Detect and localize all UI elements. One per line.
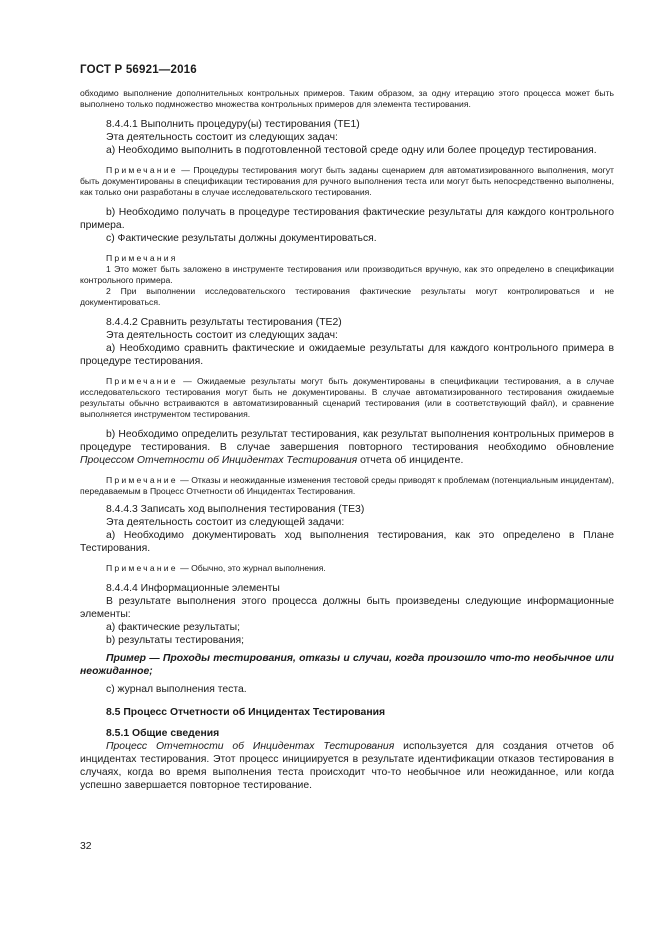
text-run: b) Необходимо определить результат тестирования, как результат выполнения контрольных примеров в процедуре тестирования. В случае завершения повторного тестирования необходимо обновление [80,429,614,453]
task-item: a) Необходимо выполнить в подготовленной тестовой среде одну или более процедур тестирования. [106,145,597,156]
note [80,165,614,198]
note [80,475,614,497]
note-label: Примечание [106,376,178,386]
section-heading-8-5-1: 8.5.1 Общие сведения [106,728,220,739]
notes-label: Примечания [106,253,178,263]
list-item: c) журнал выполнения теста. [106,684,247,695]
note-label: Примечание [106,475,178,485]
task-item: a) Необходимо документировать ход выполнения тестирования, как это определено в Плане Тестирования. [80,530,614,554]
text-run: отчета об инциденте. [357,455,464,466]
note [80,376,614,420]
example: Пример — Проходы тестирования, отказы и случаи, когда произошло что-то необычное или неожиданное; [80,653,614,677]
note-item: 2 При выполнении исследовательского тестирования фактические результаты могут контролироваться и не документироваться. [80,286,614,307]
note-text: — Ожидаемые результаты могут быть документированы в спецификации тестирования, а в случае исследовательского тестирования могут быть не документированы. В случае автоматизированного тестирования ожидаемые результаты обычно встраиваются в автоматизированный сценарий тестирования (или в соответствующий файл), и сравнение выполняется инструментом тестирования. [80,376,614,419]
process-name: Процесс Отчетности об Инцидентах Тестирования [106,741,395,752]
note-text: — Процедуры тестирования могут быть заданы сценарием для автоматизированного выполнения, могут быть документированы в спецификации тестирования для ручного выполнения теста или могут быть непосредственно выполнены, как только они разработаны в случае исследовательского тестирования. [80,165,614,197]
note-item: 1 Это может быть заложено в инструменте тестирования или производиться вручную, как это определено в спецификации контрольного примера. [80,264,614,285]
paragraph [80,740,614,792]
task-item: a) Необходимо сравнить фактические и ожидаемые результаты для каждого контрольного примера в процедуре тестирования. [80,343,614,367]
section-heading-8-4-4-2: 8.4.4.2 Сравнить результаты тестирования (TE2) [106,317,342,328]
paragraph: В результате выполнения этого процесса должны быть произведены следующие информационные элементы: [80,596,614,620]
note-text: — Отказы и неожиданные изменения тестовой среды приводят к проблемам (потенциальным инцидентам), передаваемым в Процесс Отчетности об Инцидентах Тестирования. [80,475,614,496]
task-item: b) Необходимо получать в процедуре тестирования фактические результаты для каждого контрольного примера. [80,207,614,231]
paragraph: Эта деятельность состоит из следующих задач: [106,132,338,143]
section-heading-8-4-4-4: 8.4.4.4 Информационные элементы [106,583,280,594]
page-number: 32 [80,841,92,852]
task-item: c) Фактические результаты должны документироваться. [106,233,377,244]
process-name: Процессом Отчетности об Инцидентах Тестирования [80,455,358,466]
task-item [80,428,614,467]
section-heading-8-5: 8.5 Процесс Отчетности об Инцидентах Тестирования [106,707,386,718]
note [80,563,614,574]
section-heading-8-4-4-3: 8.4.4.3 Записать ход выполнения тестирования (TE3) [106,504,365,515]
paragraph: Эта деятельность состоит из следующих задач: [106,330,338,341]
note-label: Примечание [106,563,178,573]
list-item: b) результаты тестирования; [106,635,245,646]
continued-paragraph: обходимо выполнение дополнительных контрольных примеров. Таким образом, за одну итерацию этого процесса может быть выполнено только подмножество множества контрольных примеров для элемента тестирования. [80,88,614,109]
standard-header: ГОСТ Р 56921—2016 [80,64,197,76]
paragraph: Эта деятельность состоит из следующей задачи: [106,517,345,528]
page-content [80,88,614,792]
note-text: — Обычно, это журнал выполнения. [177,563,326,573]
note-label: Примечание [106,165,178,175]
text-run: используется для создания отчетов об инцидентах тестирования. Этот процесс инициируется в результате идентификации отказов тестирования в случаях, когда во время выполнения теста происходит что-то необычное или неожиданное, или когда успешно завершается повторное тестирование. [80,741,615,791]
section-heading-8-4-4-1: 8.4.4.1 Выполнить процедуру(ы) тестирования (TE1) [106,119,360,130]
list-item: a) фактические результаты; [106,622,240,633]
